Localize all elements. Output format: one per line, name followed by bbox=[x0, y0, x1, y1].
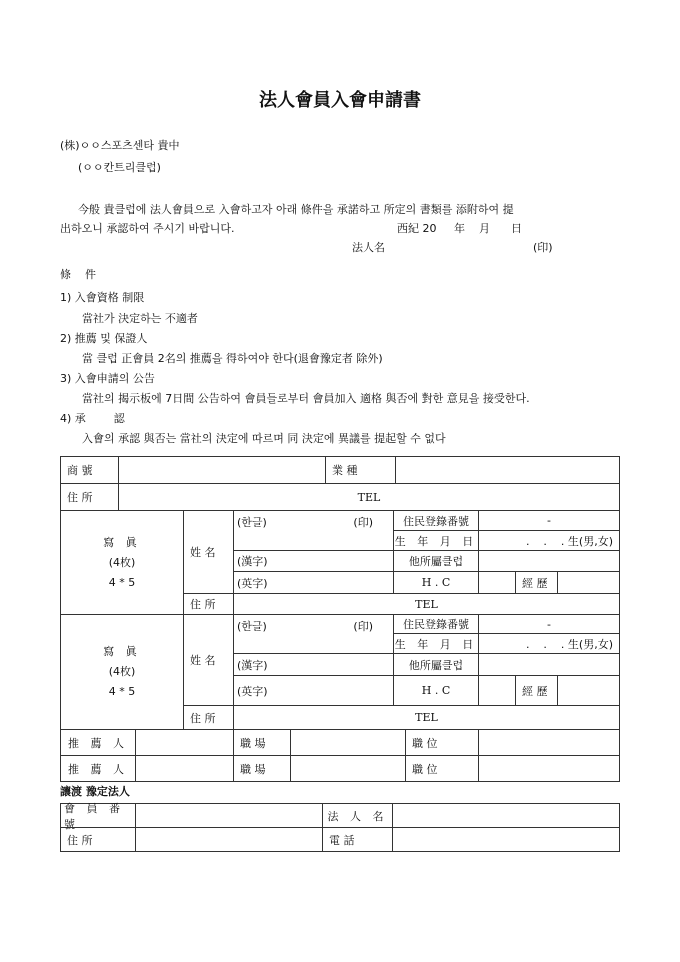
person-address-field[interactable]: TEL bbox=[233, 593, 620, 615]
name-english-field[interactable]: (英字) bbox=[233, 571, 394, 594]
condition-text: 當 클럽 正會員 2名의 推薦을 得하여야 한다(退會豫定者 除外) bbox=[82, 352, 383, 365]
person-address-label: 住 所 bbox=[183, 705, 234, 730]
transfer-corp-name-label: 法 人 名 bbox=[322, 803, 393, 828]
career-field[interactable] bbox=[557, 571, 620, 594]
resident-no-label: 住民登錄番號 bbox=[393, 510, 479, 531]
other-club-field[interactable] bbox=[478, 653, 620, 676]
resident-no-label: 住民登錄番號 bbox=[393, 614, 479, 634]
position-label: 職 位 bbox=[405, 729, 479, 756]
birth-field[interactable]: . . . 生(男,女) bbox=[478, 530, 620, 551]
business-type-label: 業 種 bbox=[325, 456, 396, 484]
workplace-field[interactable] bbox=[290, 755, 406, 782]
recommender-field[interactable] bbox=[135, 755, 234, 782]
member-no-field[interactable] bbox=[135, 803, 323, 828]
name-hangul-field[interactable]: (한글) (印) bbox=[233, 614, 394, 654]
transfer-address-label: 住 所 bbox=[60, 827, 136, 852]
condition-text: 入會의 承認 與否는 當社의 決定에 따르며 同 決定에 異議를 提起할 수 없다 bbox=[82, 432, 446, 445]
name-label: 姓 名 bbox=[183, 510, 234, 594]
position-field[interactable] bbox=[478, 729, 620, 756]
transfer-address-field[interactable] bbox=[135, 827, 323, 852]
birth-field[interactable]: . . . 生(男,女) bbox=[478, 633, 620, 654]
seal-mark: (印) bbox=[533, 241, 553, 254]
business-type-field[interactable] bbox=[395, 456, 620, 484]
other-club-field[interactable] bbox=[478, 550, 620, 572]
workplace-label: 職 場 bbox=[233, 755, 291, 782]
member-no-label: 會 員 番 號 bbox=[60, 803, 136, 828]
condition-text: 當社의 揭示板에 7日間 公告하여 會員들로부터 會員加入 適格 與否에 對한 意見을 接受한다. bbox=[82, 392, 530, 405]
date-line: 西紀 20 年 月 日 bbox=[397, 222, 522, 235]
conditions-heading: 條 件 bbox=[60, 268, 96, 281]
person-address-label: 住 所 bbox=[183, 593, 234, 615]
career-field[interactable] bbox=[557, 675, 620, 706]
address-field[interactable]: TEL bbox=[118, 483, 620, 511]
intro-line-1: 今般 貴클럽에 法人會員으로 入會하고자 아래 條件을 承諾하고 所定의 書類를 添附하여 提 bbox=[78, 203, 514, 216]
name-hanja-field[interactable]: (漢字) bbox=[233, 653, 394, 676]
handicap-field[interactable] bbox=[478, 675, 516, 706]
workplace-label: 職 場 bbox=[233, 729, 291, 756]
handicap-label: H . C bbox=[393, 571, 479, 594]
career-label: 經 歷 bbox=[515, 571, 558, 594]
recommender-label: 推 薦 人 bbox=[60, 755, 136, 782]
workplace-field[interactable] bbox=[290, 729, 406, 756]
resident-no-field[interactable]: - bbox=[478, 614, 620, 634]
handicap-field[interactable] bbox=[478, 571, 516, 594]
transfer-phone-field[interactable] bbox=[392, 827, 620, 852]
trade-name-label: 商 號 bbox=[60, 456, 119, 484]
name-label: 姓 名 bbox=[183, 614, 234, 706]
transfer-corp-name-field[interactable] bbox=[392, 803, 620, 828]
name-hanja-field[interactable]: (漢字) bbox=[233, 550, 394, 572]
birth-label: 生 年 月 日 bbox=[393, 530, 479, 551]
condition-title: 1) 入會資格 制限 bbox=[60, 291, 145, 304]
corp-name-label: 法人名 bbox=[352, 241, 385, 254]
birth-label: 生 年 月 日 bbox=[393, 633, 479, 654]
person-address-field[interactable]: TEL bbox=[233, 705, 620, 730]
name-hangul-field[interactable]: (한글) (印) bbox=[233, 510, 394, 551]
other-club-label: 他所屬클럽 bbox=[393, 653, 479, 676]
name-english-field[interactable]: (英字) bbox=[233, 675, 394, 706]
condition-title: 3) 入會申請의 公告 bbox=[60, 372, 155, 385]
other-club-label: 他所屬클럽 bbox=[393, 550, 479, 572]
recommender-field[interactable] bbox=[135, 729, 234, 756]
page-title: 法人會員入會申請書 bbox=[259, 90, 421, 111]
position-label: 職 位 bbox=[405, 755, 479, 782]
condition-text: 當社가 決定하는 不適者 bbox=[82, 312, 198, 325]
resident-no-field[interactable]: - bbox=[478, 510, 620, 531]
transfer-phone-label: 電 話 bbox=[322, 827, 393, 852]
handicap-label: H . C bbox=[393, 675, 479, 706]
address-label: 住 所 bbox=[60, 483, 119, 511]
career-label: 經 歷 bbox=[515, 675, 558, 706]
recommender-label: 推 薦 人 bbox=[60, 729, 136, 756]
club-name: (ㅇㅇ칸트리클럽) bbox=[78, 161, 161, 174]
position-field[interactable] bbox=[478, 755, 620, 782]
trade-name-field[interactable] bbox=[118, 456, 326, 484]
intro-line-2: 出하오니 承認하여 주시기 바랍니다. bbox=[60, 222, 235, 235]
photo-box: 寫 眞 (4枚) 4 * 5 bbox=[60, 614, 184, 730]
photo-box: 寫 眞 (4枚) 4 * 5 bbox=[60, 510, 184, 615]
condition-title: 4) 承 認 bbox=[60, 412, 125, 425]
addressee: (株)ㅇㅇ스포츠센타 貴中 bbox=[60, 139, 180, 152]
condition-title: 2) 推薦 및 保證人 bbox=[60, 332, 148, 345]
transfer-heading: 讓渡 豫定法人 bbox=[60, 785, 130, 798]
